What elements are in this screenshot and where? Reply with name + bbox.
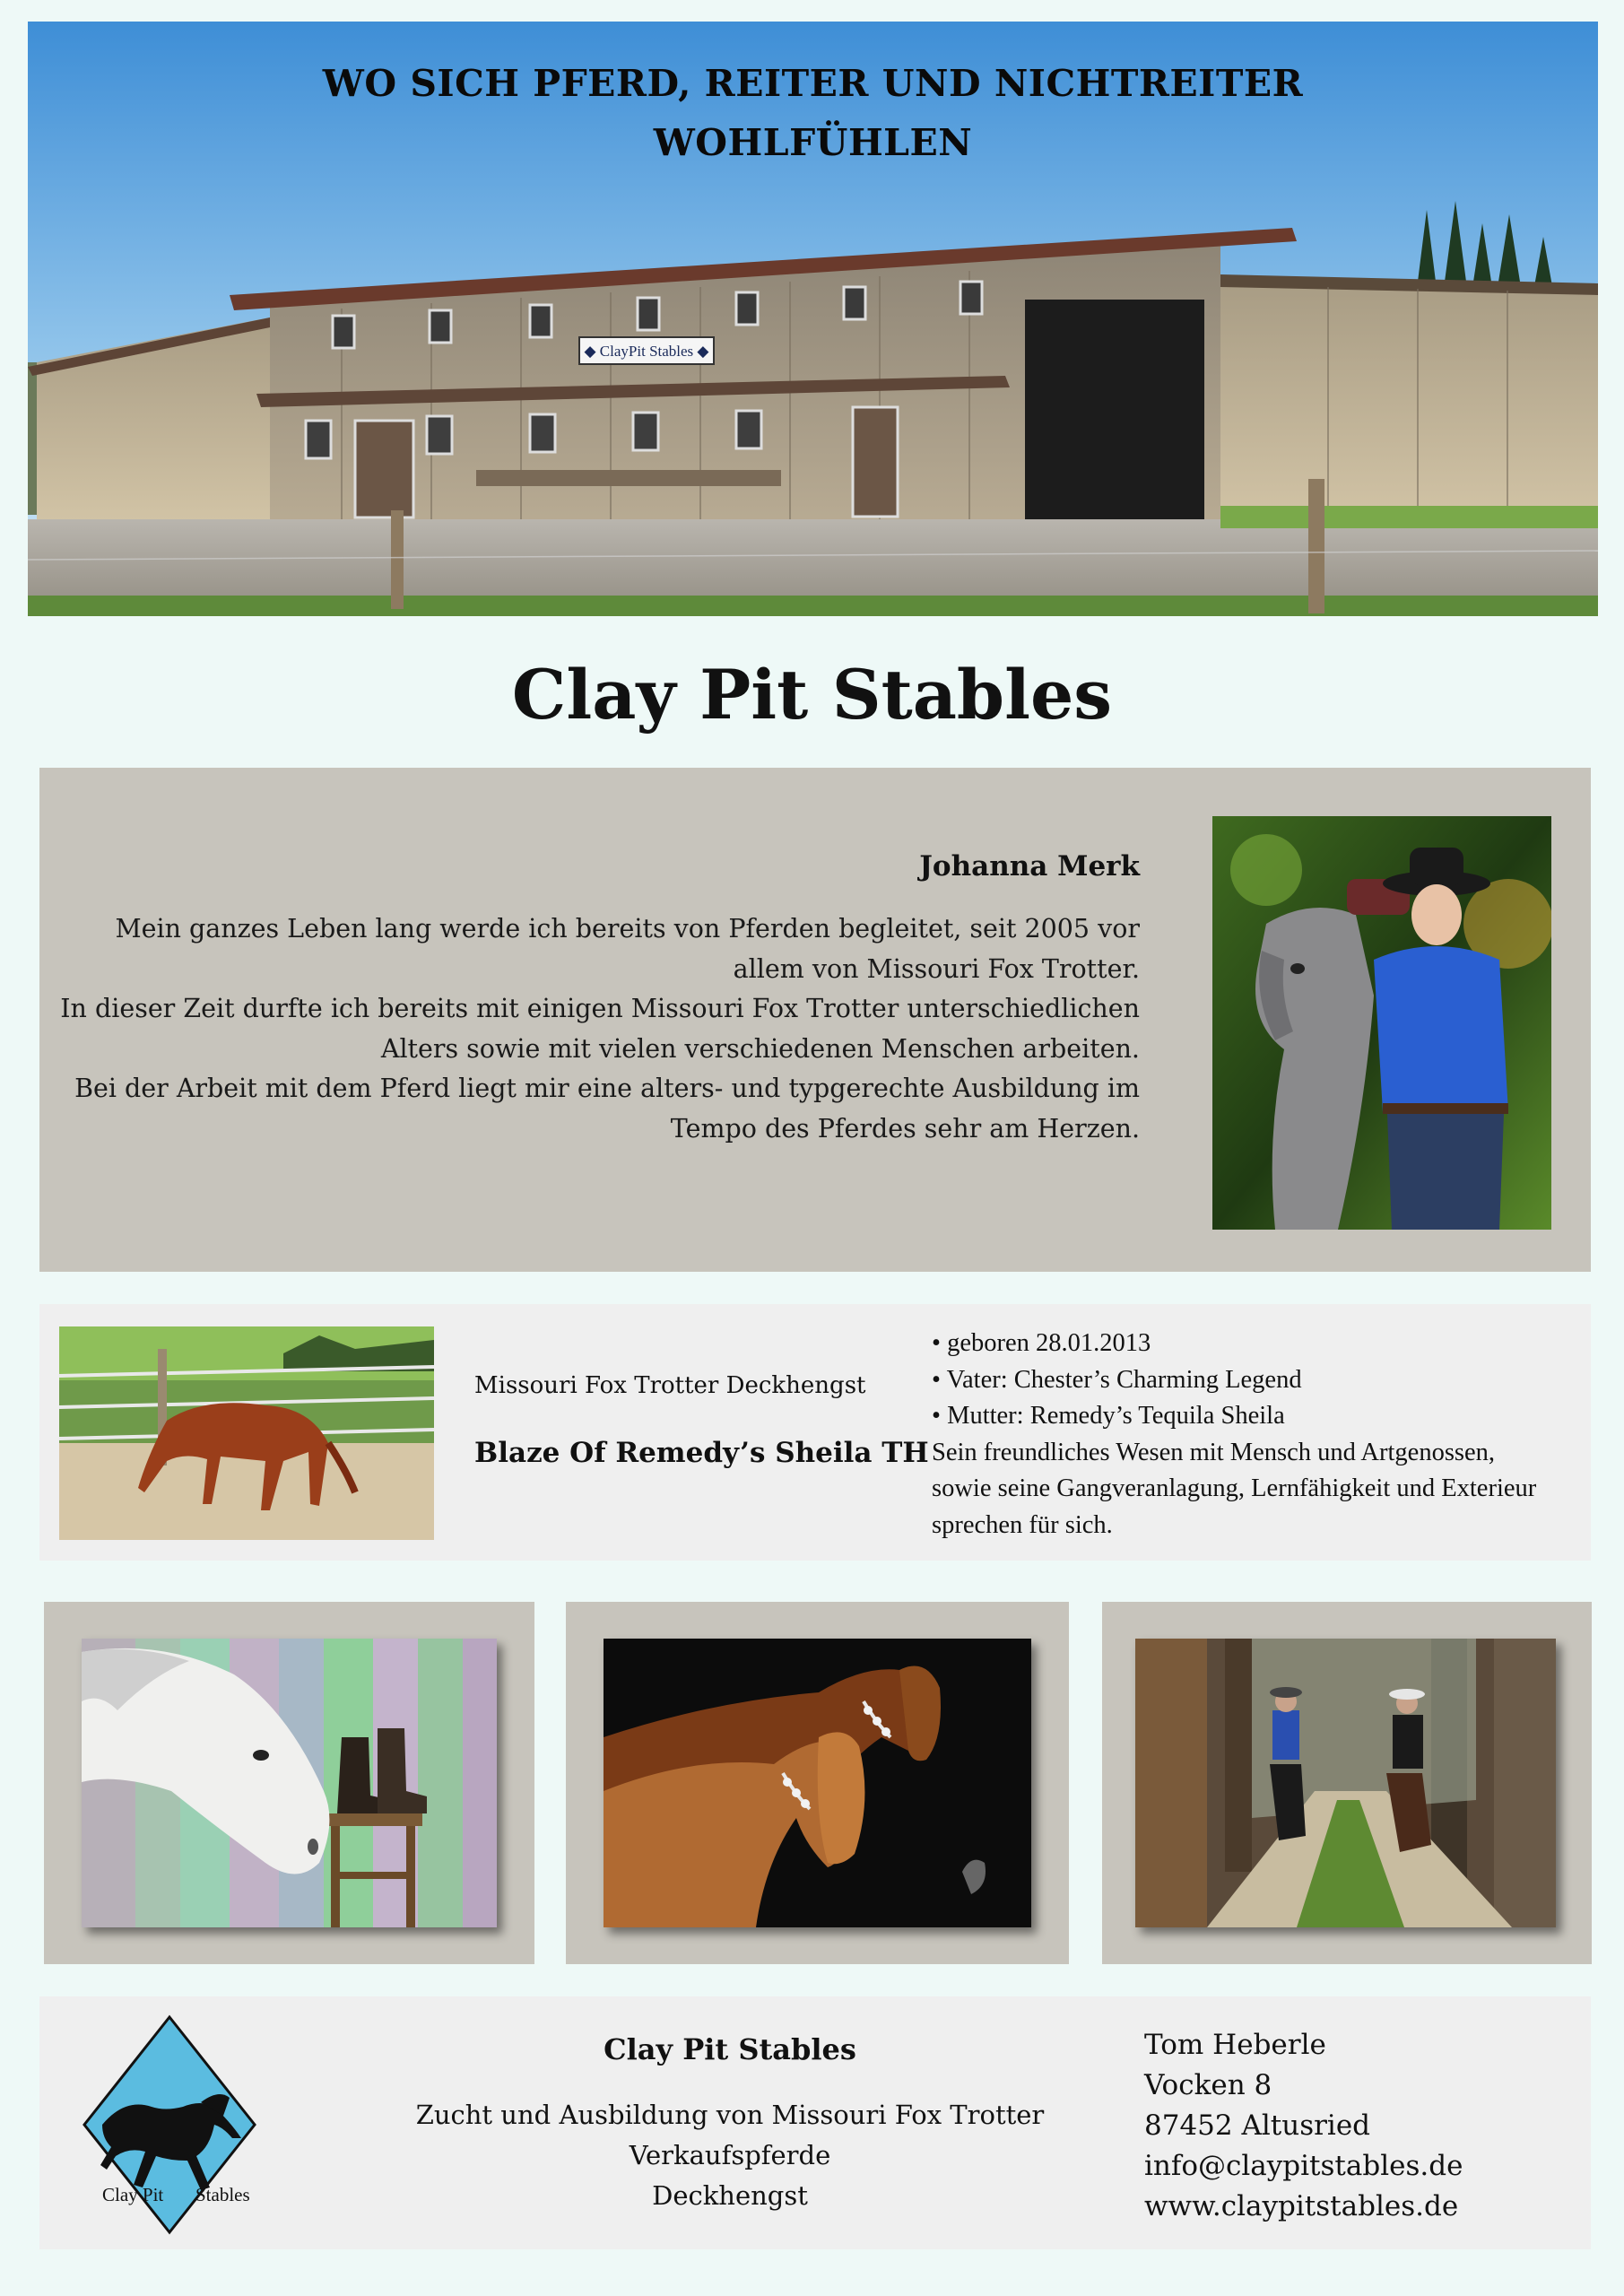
stallion-type: Missouri Fox Trotter Deckhengst	[474, 1372, 866, 1399]
intro-paragraph: Bei der Arbeit mit dem Pferd liegt mir eine alters- und typgerechte Ausbildung im Tempo des Pferdes sehr am Herzen.	[74, 1074, 1140, 1144]
intro-text	[37, 909, 1140, 1149]
contact-block	[1144, 2025, 1463, 2227]
hero-headline-line-2: WOHLFÜHLEN	[653, 121, 973, 164]
stallion-description: Sein freundliches Wesen mit Mensch und Artgenossen, sowie seine Gangveranlagung, Lernfähigkeit und Exterieur sprechen für sich.	[932, 1438, 1537, 1539]
horses-portrait-photo	[604, 1639, 1031, 1927]
footer-line: Verkaufspferde	[629, 2140, 831, 2170]
stallion-section	[39, 1304, 1591, 1561]
gallery-frame	[44, 1602, 534, 1964]
contact-email-link[interactable]: info@claypitstables.de	[1144, 2150, 1463, 2182]
footer-info	[344, 2032, 1116, 2216]
intro-paragraph: In dieser Zeit durfte ich bereits mit einigen Missouri Fox Trotter unterschiedlichen Alters sowie mit vielen verschiedenen Menschen arbeiten.	[60, 994, 1140, 1064]
stallion-fact: • Mutter: Remedy’s Tequila Sheila	[932, 1402, 1285, 1430]
gallery-frame	[1102, 1602, 1592, 1964]
footer-line: Deckhengst	[652, 2180, 808, 2211]
footer-title: Clay Pit Stables	[604, 2032, 856, 2066]
white-horse-boots-photo	[82, 1639, 497, 1927]
hero-headline-line-1: WO SICH PFERD, REITER UND NICHTREITER	[322, 62, 1304, 105]
hero-banner	[28, 22, 1598, 616]
stallion-facts	[932, 1326, 1559, 1544]
intro-paragraph: Mein ganzes Leben lang werde ich bereits von Pferden begleitet, seit 2005 vor allem von Missouri Fox Trotter.	[115, 914, 1140, 984]
stable-sign: ◆ ClayPit Stables ◆	[584, 343, 709, 360]
stallion-fact: • geboren 28.01.2013	[932, 1329, 1151, 1357]
contact-name: Tom Heberle	[1144, 2029, 1326, 2061]
person-name: Johanna Merk	[919, 850, 1140, 883]
hero-headline	[28, 54, 1598, 172]
footer-line: Zucht und Ausbildung von Missouri Fox Trotter	[415, 2100, 1045, 2130]
logo-text-left: Clay Pit	[102, 2184, 164, 2205]
gallery-frame	[566, 1602, 1069, 1964]
stallion-photo	[59, 1326, 434, 1540]
page-title: Clay Pit Stables	[511, 655, 1113, 735]
contact-city: 87452 Altusried	[1144, 2109, 1371, 2142]
intro-section	[39, 768, 1591, 1272]
contact-website-link[interactable]: www.claypitstables.de	[1144, 2190, 1459, 2222]
stallion-name: Blaze Of Remedy’s Sheila TH	[474, 1437, 929, 1469]
logo-text-right: Stables	[195, 2184, 250, 2205]
contact-street: Vocken 8	[1144, 2069, 1272, 2101]
portrait-photo	[1212, 816, 1551, 1230]
clay-pit-stables-logo	[75, 2013, 264, 2237]
trail-ride-photo	[1135, 1639, 1556, 1927]
footer-section	[39, 1996, 1591, 2249]
stallion-fact: • Vater: Chester’s Charming Legend	[932, 1365, 1302, 1394]
